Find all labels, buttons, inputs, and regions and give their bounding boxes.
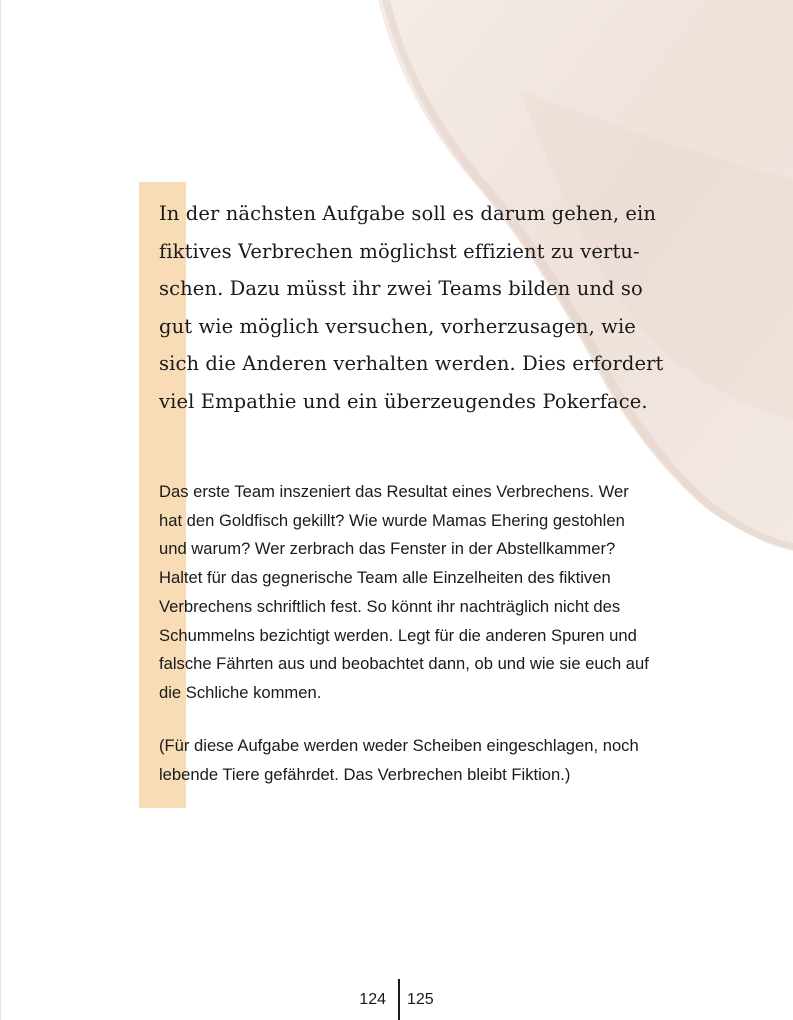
body-line: falsche Fährten aus und beobachtet dann, ob und wie sie euch auf xyxy=(159,654,649,674)
body-line: Haltet für das gegnerische Team alle Einzelheiten des fiktiven xyxy=(159,568,611,588)
intro-line: sich die Anderen verhalten werden. Dies erfordert xyxy=(159,352,664,376)
body-line: Das erste Team inszeniert das Resultat eines Verbrechens. Wer xyxy=(159,482,629,501)
page-numbers xyxy=(0,979,793,1019)
intro-line: gut wie möglich versuchen, vorherzusagen, wie xyxy=(159,314,636,338)
intro-line: schen. Dazu müsst ihr zwei Teams bilden und so xyxy=(159,277,643,301)
intro-line: viel Empathie und ein überzeugendes Pokerface. xyxy=(159,389,648,413)
body-line: Schummelns bezichtigt werden. Legt für die anderen Spuren und xyxy=(159,625,637,645)
note-line: (Für diese Aufgabe werden weder Scheiben eingeschlagen, noch xyxy=(159,736,639,755)
body-paragraph xyxy=(159,478,699,708)
note-line: lebende Tiere gefährdet. Das Verbrechen bleibt Fiktion.) xyxy=(159,764,571,784)
body-line: Verbrechens schriftlich fest. So könnt ihr nachträglich nicht des xyxy=(159,596,621,616)
body-line: die Schliche kommen. xyxy=(159,682,322,702)
intro-line: fiktives Verbrechen möglichst effizient zu vertu- xyxy=(159,239,640,263)
body-line: hat den Goldfisch gekillt? Wie wurde Mamas Ehering gestohlen xyxy=(159,510,625,530)
intro-paragraph xyxy=(159,195,679,421)
page-number-divider xyxy=(398,979,400,1020)
body-line: und warum? Wer zerbrach das Fenster in der Abstellkammer? xyxy=(159,539,616,559)
page-number-right: 125 xyxy=(407,991,434,1008)
page-number-left: 124 xyxy=(359,991,386,1008)
intro-line: In der nächsten Aufgabe soll es darum gehen, ein xyxy=(159,202,657,225)
note-paragraph xyxy=(159,732,699,789)
